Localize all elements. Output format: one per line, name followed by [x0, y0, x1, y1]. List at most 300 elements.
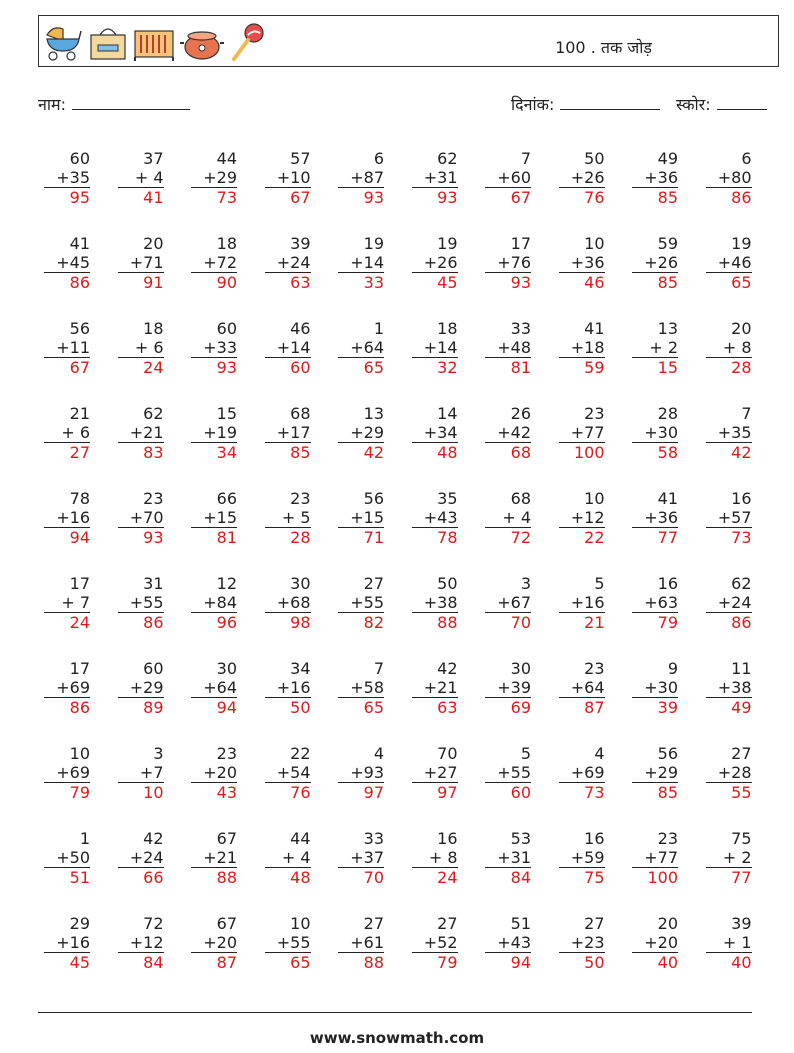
- answer[interactable]: 55: [706, 782, 752, 802]
- addition-problem: [491, 149, 531, 207]
- answer[interactable]: 28: [265, 527, 311, 547]
- addend-top: 15: [216, 404, 237, 423]
- answer[interactable]: 79: [632, 612, 678, 632]
- answer[interactable]: 86: [706, 612, 752, 632]
- answer[interactable]: 28: [706, 357, 752, 377]
- addend-bottom: +38: [423, 593, 458, 612]
- addend-top: 14: [437, 404, 458, 423]
- addition-problem: [712, 234, 752, 292]
- addition-problem: [271, 234, 311, 292]
- answer[interactable]: 58: [632, 442, 678, 462]
- addition-problem: [197, 319, 237, 377]
- answer[interactable]: 45: [412, 272, 458, 292]
- addend-top: 59: [657, 234, 678, 253]
- addend-top: 30: [290, 574, 311, 593]
- addition-problem: [565, 149, 605, 207]
- answer[interactable]: 85: [632, 782, 678, 802]
- addition-problem: [50, 234, 90, 292]
- addition-problem: [124, 489, 164, 547]
- addend-top: 20: [143, 234, 164, 253]
- addend-top: 53: [510, 829, 531, 848]
- addend-bottom: +67: [497, 593, 531, 612]
- answer[interactable]: 100: [632, 867, 678, 887]
- addend-top: 27: [363, 914, 384, 933]
- addend-bottom: +69: [56, 763, 90, 782]
- answer[interactable]: 73: [706, 527, 752, 547]
- addition-problem: [712, 744, 752, 802]
- answer[interactable]: 85: [265, 442, 311, 462]
- addition-problem: [638, 744, 678, 802]
- answer[interactable]: 24: [412, 867, 458, 887]
- addend-bottom: +55: [129, 593, 164, 612]
- addition-problem: [344, 319, 384, 377]
- addend-top: 51: [510, 914, 531, 933]
- answer[interactable]: 71: [338, 527, 384, 547]
- addition-problem: [50, 914, 90, 972]
- addend-bottom: +63: [644, 593, 678, 612]
- addend-top: 7: [373, 659, 384, 678]
- addend-bottom: +21: [203, 848, 237, 867]
- addend-bottom: +52: [423, 933, 458, 952]
- addition-problem: [565, 319, 605, 377]
- answer[interactable]: 97: [412, 782, 458, 802]
- addition-problem: [271, 829, 311, 887]
- addition-problem: [124, 829, 164, 887]
- answer[interactable]: 86: [44, 272, 90, 292]
- addition-problem: [565, 914, 605, 972]
- answer[interactable]: 77: [706, 867, 752, 887]
- addition-problem: [271, 574, 311, 632]
- addition-problem: [418, 659, 458, 717]
- addend-bottom: +12: [129, 933, 164, 952]
- addition-problem: [124, 914, 164, 972]
- addition-problem: [712, 659, 752, 717]
- addend-bottom: +11: [56, 338, 90, 357]
- answer[interactable]: 51: [44, 867, 90, 887]
- addition-problem: [491, 829, 531, 887]
- addend-top: 23: [657, 829, 678, 848]
- addend-top: 22: [290, 744, 311, 763]
- answer[interactable]: 86: [118, 612, 164, 632]
- addition-problem: [344, 914, 384, 972]
- addition-problem: [712, 319, 752, 377]
- answer[interactable]: 87: [559, 697, 605, 717]
- addend-top: 46: [290, 319, 311, 338]
- answer[interactable]: 50: [559, 952, 605, 972]
- addition-problem: [344, 744, 384, 802]
- answer[interactable]: 84: [118, 952, 164, 972]
- addition-problem: [491, 319, 531, 377]
- answer[interactable]: 45: [44, 952, 90, 972]
- addend-bottom: +35: [56, 168, 90, 187]
- answer[interactable]: 81: [485, 357, 531, 377]
- answer[interactable]: 60: [265, 357, 311, 377]
- score-label: स्कोर:: [676, 95, 711, 114]
- addend-bottom: +37: [350, 848, 384, 867]
- addend-top: 62: [437, 149, 458, 168]
- answer[interactable]: 48: [265, 867, 311, 887]
- addend-bottom: +21: [129, 423, 164, 442]
- score-blank[interactable]: [717, 108, 767, 110]
- addend-top: 13: [363, 404, 384, 423]
- addend-bottom: +61: [350, 933, 384, 952]
- addend-top: 23: [584, 659, 605, 678]
- answer[interactable]: 88: [191, 867, 237, 887]
- addition-problem: [50, 489, 90, 547]
- addend-top: 3: [520, 574, 531, 593]
- addend-top: 41: [69, 234, 90, 253]
- addend-bottom: +20: [644, 933, 678, 952]
- addend-bottom: +20: [203, 763, 237, 782]
- date-blank[interactable]: [560, 108, 660, 110]
- addend-bottom: +55: [497, 763, 531, 782]
- answer[interactable]: 75: [559, 867, 605, 887]
- answer[interactable]: 34: [191, 442, 237, 462]
- answer[interactable]: 63: [412, 697, 458, 717]
- addend-top: 1: [373, 319, 384, 338]
- addend-bottom: +26: [644, 253, 678, 272]
- answer[interactable]: 90: [191, 272, 237, 292]
- answer[interactable]: 69: [485, 697, 531, 717]
- answer[interactable]: 63: [265, 272, 311, 292]
- addend-top: 16: [657, 574, 678, 593]
- addend-top: 31: [143, 574, 164, 593]
- addend-top: 56: [363, 489, 384, 508]
- answer[interactable]: 65: [338, 357, 384, 377]
- answer[interactable]: 40: [706, 952, 752, 972]
- addend-top: 17: [69, 574, 90, 593]
- addend-bottom: +38: [717, 678, 752, 697]
- answer[interactable]: 73: [559, 782, 605, 802]
- answer[interactable]: 79: [412, 952, 458, 972]
- answer[interactable]: 93: [485, 272, 531, 292]
- addend-top: 28: [657, 404, 678, 423]
- addition-problem: [565, 829, 605, 887]
- answer[interactable]: 65: [706, 272, 752, 292]
- answer[interactable]: 65: [265, 952, 311, 972]
- addition-problem: [197, 914, 237, 972]
- answer[interactable]: 86: [706, 187, 752, 207]
- addition-problem: [638, 829, 678, 887]
- answer[interactable]: 70: [338, 867, 384, 887]
- addend-bottom: +30: [644, 423, 678, 442]
- addend-bottom: +33: [203, 338, 237, 357]
- addend-bottom: +16: [570, 593, 605, 612]
- addend-bottom: + 1: [722, 933, 752, 952]
- addend-top: 10: [290, 914, 311, 933]
- addend-top: 17: [69, 659, 90, 678]
- addend-bottom: +12: [570, 508, 605, 527]
- addend-bottom: +55: [276, 933, 311, 952]
- answer[interactable]: 66: [118, 867, 164, 887]
- addition-problem: [124, 659, 164, 717]
- addition-problem: [124, 574, 164, 632]
- answer[interactable]: 94: [485, 952, 531, 972]
- addend-bottom: + 6: [134, 338, 164, 357]
- addition-problem: [197, 744, 237, 802]
- addend-top: 60: [69, 149, 90, 168]
- addend-bottom: +15: [203, 508, 237, 527]
- answer[interactable]: 24: [118, 357, 164, 377]
- answer[interactable]: 78: [412, 527, 458, 547]
- answer[interactable]: 67: [44, 357, 90, 377]
- addend-top: 37: [143, 149, 164, 168]
- addend-top: 23: [216, 744, 237, 763]
- answer[interactable]: 93: [338, 187, 384, 207]
- addend-top: 6: [741, 149, 752, 168]
- addend-bottom: +27: [423, 763, 458, 782]
- addition-problem: [271, 914, 311, 972]
- addition-problem: [197, 659, 237, 717]
- addend-bottom: +64: [203, 678, 237, 697]
- addend-top: 78: [69, 489, 90, 508]
- answer[interactable]: 88: [338, 952, 384, 972]
- answer[interactable]: 91: [118, 272, 164, 292]
- addend-top: 3: [153, 744, 164, 763]
- answer[interactable]: 22: [559, 527, 605, 547]
- addend-top: 42: [143, 829, 164, 848]
- addition-problem: [197, 574, 237, 632]
- answer[interactable]: 21: [559, 612, 605, 632]
- addend-top: 5: [520, 744, 531, 763]
- addition-problem: [271, 404, 311, 462]
- answer[interactable]: 43: [191, 782, 237, 802]
- addition-problem: [565, 234, 605, 292]
- answer[interactable]: 70: [485, 612, 531, 632]
- answer[interactable]: 87: [191, 952, 237, 972]
- answer[interactable]: 59: [559, 357, 605, 377]
- answer[interactable]: 97: [338, 782, 384, 802]
- addend-top: 49: [657, 149, 678, 168]
- addend-bottom: +24: [717, 593, 752, 612]
- addition-problem: [50, 744, 90, 802]
- answer[interactable]: 88: [412, 612, 458, 632]
- addition-problem: [638, 319, 678, 377]
- addend-top: 41: [657, 489, 678, 508]
- addend-bottom: +17: [276, 423, 311, 442]
- addition-problem: [712, 489, 752, 547]
- answer[interactable]: 94: [191, 697, 237, 717]
- addend-bottom: +50: [56, 848, 90, 867]
- addend-bottom: +14: [276, 338, 311, 357]
- addition-problem: [491, 574, 531, 632]
- addition-problem: [344, 659, 384, 717]
- answer[interactable]: 86: [44, 697, 90, 717]
- addition-problem: [197, 234, 237, 292]
- addend-top: 33: [363, 829, 384, 848]
- addend-bottom: +20: [203, 933, 237, 952]
- answer[interactable]: 46: [559, 272, 605, 292]
- addition-problem: [638, 914, 678, 972]
- addend-top: 17: [510, 234, 531, 253]
- addend-top: 12: [216, 574, 237, 593]
- answer[interactable]: 96: [191, 612, 237, 632]
- addition-problem: [418, 149, 458, 207]
- addend-top: 7: [520, 149, 531, 168]
- answer[interactable]: 85: [632, 187, 678, 207]
- answer[interactable]: 76: [559, 187, 605, 207]
- addend-top: 13: [657, 319, 678, 338]
- answer[interactable]: 93: [412, 187, 458, 207]
- name-blank[interactable]: [72, 108, 190, 110]
- addend-bottom: +70: [129, 508, 164, 527]
- addend-bottom: +72: [203, 253, 237, 272]
- addend-bottom: +55: [350, 593, 384, 612]
- addend-top: 27: [731, 744, 752, 763]
- addition-problem: [491, 744, 531, 802]
- answer[interactable]: 10: [118, 782, 164, 802]
- answer[interactable]: 48: [412, 442, 458, 462]
- answer[interactable]: 83: [118, 442, 164, 462]
- answer[interactable]: 72: [485, 527, 531, 547]
- addend-top: 19: [363, 234, 384, 253]
- answer[interactable]: 93: [118, 527, 164, 547]
- addend-bottom: +60: [497, 168, 531, 187]
- addend-bottom: +45: [56, 253, 90, 272]
- answer[interactable]: 32: [412, 357, 458, 377]
- addend-top: 39: [290, 234, 311, 253]
- addition-problem: [638, 489, 678, 547]
- answer[interactable]: 40: [632, 952, 678, 972]
- answer[interactable]: 15: [632, 357, 678, 377]
- answer[interactable]: 73: [191, 187, 237, 207]
- addend-top: 1: [79, 829, 90, 848]
- addend-top: 26: [510, 404, 531, 423]
- addend-bottom: +24: [276, 253, 311, 272]
- addition-problem: [50, 574, 90, 632]
- answer[interactable]: 42: [338, 442, 384, 462]
- name-field[interactable]: [38, 93, 190, 115]
- answer[interactable]: 100: [559, 442, 605, 462]
- addend-bottom: +68: [276, 593, 311, 612]
- addend-bottom: +15: [350, 508, 384, 527]
- addition-problem: [344, 149, 384, 207]
- answer[interactable]: 79: [44, 782, 90, 802]
- answer[interactable]: 94: [44, 527, 90, 547]
- addition-problem: [271, 149, 311, 207]
- answer[interactable]: 50: [265, 697, 311, 717]
- answer[interactable]: 33: [338, 272, 384, 292]
- answer[interactable]: 24: [44, 612, 90, 632]
- addend-bottom: +77: [570, 423, 605, 442]
- answer[interactable]: 82: [338, 612, 384, 632]
- addend-bottom: +23: [570, 933, 605, 952]
- addend-top: 20: [731, 319, 752, 338]
- answer[interactable]: 67: [265, 187, 311, 207]
- answer[interactable]: 84: [485, 867, 531, 887]
- answer[interactable]: 67: [485, 187, 531, 207]
- answer[interactable]: 39: [632, 697, 678, 717]
- addend-bottom: +16: [56, 508, 90, 527]
- addend-bottom: + 7: [61, 593, 90, 612]
- addend-bottom: +18: [570, 338, 605, 357]
- answer[interactable]: 41: [118, 187, 164, 207]
- addend-bottom: +57: [717, 508, 752, 527]
- addition-problem: [712, 149, 752, 207]
- addition-problem: [712, 404, 752, 462]
- addition-problem: [50, 404, 90, 462]
- answer[interactable]: 85: [632, 272, 678, 292]
- addend-bottom: +35: [717, 423, 752, 442]
- addend-bottom: +64: [570, 678, 605, 697]
- addition-problem: [50, 829, 90, 887]
- addend-top: 33: [510, 319, 531, 338]
- answer[interactable]: 98: [265, 612, 311, 632]
- addition-problem: [565, 659, 605, 717]
- score-field[interactable]: [676, 93, 767, 115]
- addition-problem: [344, 234, 384, 292]
- answer[interactable]: 27: [44, 442, 90, 462]
- addend-bottom: +43: [423, 508, 458, 527]
- addend-top: 66: [216, 489, 237, 508]
- addition-problem: [712, 829, 752, 887]
- answer[interactable]: 68: [485, 442, 531, 462]
- addend-top: 18: [216, 234, 237, 253]
- addend-bottom: +46: [717, 253, 752, 272]
- answer[interactable]: 89: [118, 697, 164, 717]
- answer[interactable]: 76: [265, 782, 311, 802]
- worksheet-title: 100 . तक जोड़: [555, 38, 652, 57]
- addition-problem: [565, 574, 605, 632]
- addition-problem: [491, 914, 531, 972]
- addend-bottom: + 4: [502, 508, 531, 527]
- addend-top: 27: [437, 914, 458, 933]
- addition-problem: [418, 914, 458, 972]
- answer[interactable]: 60: [485, 782, 531, 802]
- addition-problem: [491, 404, 531, 462]
- addend-top: 68: [510, 489, 531, 508]
- addition-problem: [197, 829, 237, 887]
- addend-top: 44: [290, 829, 311, 848]
- addend-top: 9: [667, 659, 678, 678]
- addend-top: 42: [437, 659, 458, 678]
- answer[interactable]: 49: [706, 697, 752, 717]
- addend-top: 23: [584, 404, 605, 423]
- addend-bottom: + 6: [61, 423, 90, 442]
- addend-bottom: +10: [276, 168, 311, 187]
- answer[interactable]: 93: [191, 357, 237, 377]
- addition-problem: [638, 574, 678, 632]
- answer[interactable]: 95: [44, 187, 90, 207]
- addend-top: 50: [437, 574, 458, 593]
- addend-bottom: +64: [350, 338, 384, 357]
- addend-bottom: +29: [203, 168, 237, 187]
- addition-problem: [418, 489, 458, 547]
- addend-bottom: +59: [570, 848, 605, 867]
- addend-bottom: +48: [497, 338, 531, 357]
- addend-bottom: +28: [717, 763, 752, 782]
- addition-problem: [565, 489, 605, 547]
- answer[interactable]: 65: [338, 697, 384, 717]
- addend-top: 4: [594, 744, 605, 763]
- date-field[interactable]: [511, 93, 660, 115]
- addend-top: 30: [510, 659, 531, 678]
- addend-bottom: +34: [423, 423, 458, 442]
- addend-bottom: +31: [423, 168, 458, 187]
- addition-problem: [491, 489, 531, 547]
- answer[interactable]: 81: [191, 527, 237, 547]
- addition-problem: [712, 574, 752, 632]
- addition-problem: [344, 829, 384, 887]
- addend-top: 34: [290, 659, 311, 678]
- addition-problem: [418, 829, 458, 887]
- answer[interactable]: 42: [706, 442, 752, 462]
- addition-problem: [197, 489, 237, 547]
- addend-top: 27: [363, 574, 384, 593]
- addend-top: 56: [69, 319, 90, 338]
- answer[interactable]: 77: [632, 527, 678, 547]
- addend-top: 75: [731, 829, 752, 848]
